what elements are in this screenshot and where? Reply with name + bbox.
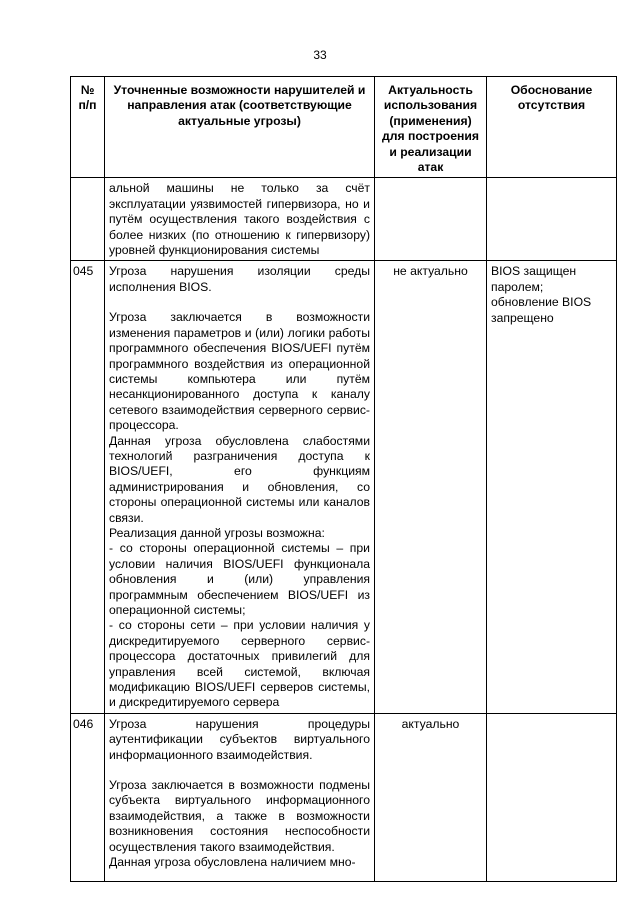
description-paragraph: Данная угроза обусловлена наличием мно- [109,855,356,870]
description-paragraph: Данная угроза обусловлена слабостями технологий разграничения доступа к BIOS/UEFI, его функциям администрирования и обновления, со стороны операционной системы или каналов связи. [109,433,370,525]
row-description [105,713,375,881]
justification-line: BIOS защищен паролем; [491,264,577,294]
description-paragraph: Угроза нарушения изоляции среды исполнения BIOS. [109,264,370,294]
row-number: 046 [71,713,105,881]
row-description [105,178,375,261]
row-relevance [375,178,487,261]
header-number: № п/п [71,77,105,178]
page-number: 33 [313,48,327,62]
row-description [105,261,375,713]
row-justification [487,713,617,881]
header-relevance: Актуальность использования (применения) для построения и реализации атак [375,77,487,178]
description-paragraph: Угроза нарушения процедуры аутентификации субъектов виртуального информационного взаимодействия. [109,716,370,762]
description-paragraph: альной машины не только за счёт эксплуатации уязвимостей гипервизора, но и путём осуществления такого воздействия с более низких (по отношению к гипервизору) уровней функционирования системы [109,181,370,258]
header-capabilities: Уточненные возможности нарушителей и направления атак (соответствующие актуальные угрозы) [105,77,375,178]
description-paragraph: Реализация данной угрозы возможна: [109,525,325,540]
table-row [71,178,617,261]
threats-table [70,76,617,882]
row-justification [487,261,617,713]
description-paragraph: - со стороны операционной системы – при условии наличия BIOS/UEFI функционала обновления и (или) управления программным обеспечением BIOS/UEFI из операционной системы; [109,541,370,617]
header-justification: Обоснование отсутствия [487,77,617,178]
table-row [71,713,617,881]
row-justification [487,178,617,261]
row-number [71,178,105,261]
table-row [71,261,617,713]
row-number: 045 [71,261,105,713]
description-paragraph: Угроза заключается в возможности изменения параметров и (или) логики работы программного обеспечения BIOS/UEFI путём программного воздействия из операционной системы компьютера или путём несанкционированного доступа к каналу сетевого взаимодействия серверного сервис-процессора. [109,310,370,433]
description-paragraph: - со стороны сети – при условии наличия у дискредитируемого серверного сервис-процессора достаточных привилегий для управления всей системой, включая модификацию BIOS/UEFI серверов системы, и дискредитируемого сервера [109,618,370,710]
description-paragraph: Угроза заключается в возможности подмены субъекта виртуального информационного взаимодействия, а также в возможности возникновения состояния неспособности осуществления такого взаимодействия. [109,778,370,854]
table-header-row [71,77,617,178]
row-relevance: не актуально [375,261,487,713]
justification-line: обновление BIOS запрещено [491,295,592,325]
row-relevance: актуально [375,713,487,881]
